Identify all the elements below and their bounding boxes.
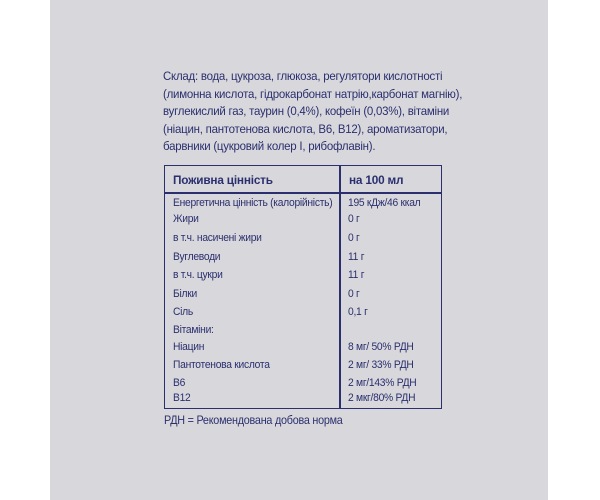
nutrient-value: 11 г xyxy=(348,269,365,281)
table-row xyxy=(165,232,441,249)
ingredients-line: (ніацин, пантотенова кислота, B6, B12), ароматизатори, xyxy=(163,121,448,136)
nutrient-value: 2 мг/ 33% РДН xyxy=(348,359,414,371)
nutrient-value: 0,1 г xyxy=(348,306,368,318)
nutrient-value: 2 мг/143% РДН xyxy=(348,377,417,389)
nutrient-name: Жири xyxy=(173,213,199,225)
nutrient-name: B12 xyxy=(173,392,191,404)
table-row xyxy=(165,324,441,341)
nutrient-value: 11 г xyxy=(348,251,365,263)
nutrient-value: 8 мг/ 50% РДН xyxy=(348,341,414,353)
table-row xyxy=(165,288,441,305)
table-header-per-100ml: на 100 мл xyxy=(349,173,404,187)
table-row xyxy=(165,197,441,214)
ingredients-line: барвники (цукровий колер I, рибофлавін). xyxy=(163,139,376,154)
nutrient-name: в т.ч. насичені жири xyxy=(173,232,262,244)
nutrient-name: B6 xyxy=(173,377,186,389)
nutrient-name: в т.ч. цукри xyxy=(173,269,223,281)
ingredients-line: Склад: вода, цукроза, глюкоза, регулятори кислотності xyxy=(163,69,443,83)
nutrient-name: Білки xyxy=(173,288,197,300)
nutrient-name: Вітаміни: xyxy=(173,324,214,336)
table-row xyxy=(165,251,441,268)
nutrient-value: 195 кДж/46 ккал xyxy=(348,197,421,209)
ingredients-text xyxy=(163,68,463,156)
nutrient-value: 2 мкг/80% РДН xyxy=(348,392,416,404)
nutrient-value: 0 г xyxy=(348,288,360,300)
table-header-divider xyxy=(165,192,441,194)
nutrient-value: 0 г xyxy=(348,213,360,225)
table-row xyxy=(165,213,441,230)
table-header-nutrition: Поживна цінність xyxy=(173,173,273,187)
nutrient-name: Енергетична цінність (калорійність) xyxy=(173,197,333,209)
table-row xyxy=(165,392,441,409)
nutrient-name: Ніацин xyxy=(173,341,205,353)
table-row xyxy=(165,359,441,376)
table-row xyxy=(165,269,441,286)
nutrient-name: Сіль xyxy=(173,306,193,318)
table-row xyxy=(165,341,441,358)
table-row xyxy=(165,306,441,323)
nutrient-value: 0 г xyxy=(348,232,360,244)
nutrition-table xyxy=(164,165,442,409)
ingredients-line: (лимонна кислота, гідрокарбонат натрію,карбонат магнію), xyxy=(163,86,463,101)
nutrient-name: Пантотенова кислота xyxy=(173,359,270,371)
nutrient-name: Вуглеводи xyxy=(173,251,221,263)
ingredients-line: вуглекислий газ, таурин (0,4%), кофеїн (0,03%), вітаміни xyxy=(163,104,450,119)
footnote: РДН = Рекомендована добова норма xyxy=(164,414,343,427)
